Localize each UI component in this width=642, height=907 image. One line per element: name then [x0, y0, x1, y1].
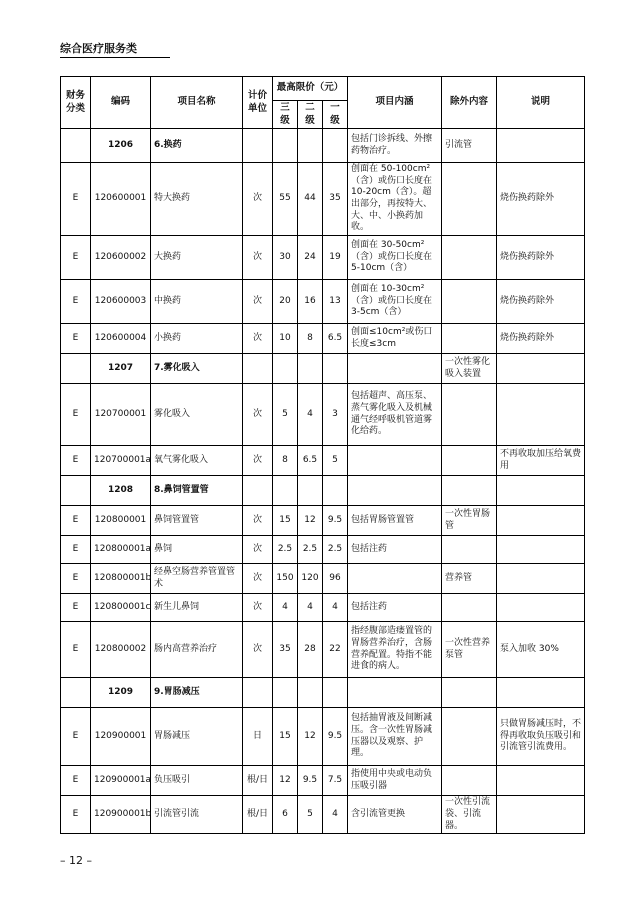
name-cell: 引流管引流	[151, 796, 243, 834]
name-cell: 新生儿鼻饲	[151, 594, 243, 622]
price2-cell: 5	[298, 796, 323, 834]
content-cell: 包括门诊拆线、外擦药物治疗。	[348, 129, 442, 163]
price3-cell: 15	[273, 708, 298, 766]
excluded-cell	[442, 708, 497, 766]
excluded-cell: 一次性引流袋、引流器。	[442, 796, 497, 834]
excluded-cell	[442, 766, 497, 796]
name-cell: 中换药	[151, 280, 243, 324]
excluded-cell	[442, 476, 497, 506]
price1-cell: 2.5	[323, 536, 348, 564]
content-cell: 创面≤10cm²或伤口长度≤3cm	[348, 324, 442, 354]
code-cell: 120800001b	[91, 564, 151, 594]
price3-cell: 4	[273, 594, 298, 622]
unit-cell: 次	[243, 506, 273, 536]
code-cell: 120800001c	[91, 594, 151, 622]
finance-cell: E	[61, 708, 91, 766]
price1-cell: 19	[323, 236, 348, 280]
content-cell: 创面在 50-100cm²（含）或伤口长度在 10-20cm（含）。超出部分，再按特大、大、中、小换药加收。	[348, 163, 442, 236]
table-row	[61, 622, 585, 678]
note-cell: 泵入加收 30%	[497, 622, 585, 678]
content-cell	[348, 678, 442, 708]
content-cell: 包括胃肠管置管	[348, 506, 442, 536]
price3-cell: 30	[273, 236, 298, 280]
unit-cell: 次	[243, 446, 273, 476]
price2-cell: 12	[298, 708, 323, 766]
section-row	[61, 678, 585, 708]
content-cell: 包括注药	[348, 594, 442, 622]
price3-cell: 5	[273, 384, 298, 446]
price1-cell	[323, 678, 348, 708]
code-cell: 120800002	[91, 622, 151, 678]
name-cell: 8.鼻饲管置管	[151, 476, 243, 506]
name-cell: 胃肠减压	[151, 708, 243, 766]
excluded-cell: 一次性营养泵管	[442, 622, 497, 678]
unit-cell: 次	[243, 163, 273, 236]
content-cell	[348, 564, 442, 594]
price3-cell: 12	[273, 766, 298, 796]
page-header: 综合医疗服务类	[60, 40, 170, 58]
price2-cell: 28	[298, 622, 323, 678]
price1-cell: 96	[323, 564, 348, 594]
note-cell: 只做胃肠减压时，不得再收取负压吸引和引流管引流费用。	[497, 708, 585, 766]
finance-cell: E	[61, 163, 91, 236]
finance-cell: E	[61, 766, 91, 796]
note-cell	[497, 766, 585, 796]
unit-cell: 根/日	[243, 796, 273, 834]
finance-cell: E	[61, 796, 91, 834]
unit-cell	[243, 678, 273, 708]
table-row	[61, 446, 585, 476]
excluded-cell	[442, 594, 497, 622]
col-price3: 三级	[273, 101, 298, 129]
price1-cell: 5	[323, 446, 348, 476]
name-cell: 鼻饲管置管	[151, 506, 243, 536]
unit-cell: 次	[243, 622, 273, 678]
finance-cell: E	[61, 384, 91, 446]
name-cell: 经鼻空肠营养管置管术	[151, 564, 243, 594]
code-cell: 120600004	[91, 324, 151, 354]
excluded-cell	[442, 446, 497, 476]
price3-cell: 150	[273, 564, 298, 594]
name-cell: 小换药	[151, 324, 243, 354]
price3-cell: 8	[273, 446, 298, 476]
price3-cell: 15	[273, 506, 298, 536]
name-cell: 大换药	[151, 236, 243, 280]
finance-cell: E	[61, 506, 91, 536]
content-cell: 包括超声、高压泵、蒸气雾化吸入及机械通气经呼吸机管道雾化给药。	[348, 384, 442, 446]
price1-cell: 7.5	[323, 766, 348, 796]
excluded-cell	[442, 236, 497, 280]
note-cell	[497, 536, 585, 564]
note-cell	[497, 506, 585, 536]
code-cell: 120700001	[91, 384, 151, 446]
note-cell	[497, 564, 585, 594]
note-cell: 烧伤换药除外	[497, 280, 585, 324]
finance-cell: E	[61, 536, 91, 564]
content-cell: 包括注药	[348, 536, 442, 564]
price3-cell	[273, 354, 298, 384]
pricing-table	[60, 76, 585, 834]
finance-cell	[61, 354, 91, 384]
note-cell	[497, 129, 585, 163]
table-row	[61, 708, 585, 766]
content-cell: 包括抽胃液及间断减压。含一次性胃肠减压器以及观察、护理。	[348, 708, 442, 766]
col-note: 说明	[497, 77, 585, 129]
table-row	[61, 594, 585, 622]
code-cell: 120600002	[91, 236, 151, 280]
unit-cell: 根/日	[243, 766, 273, 796]
table-row	[61, 163, 585, 236]
finance-cell	[61, 129, 91, 163]
unit-cell	[243, 476, 273, 506]
code-cell: 120800001a	[91, 536, 151, 564]
price3-cell: 10	[273, 324, 298, 354]
table-row	[61, 236, 585, 280]
price2-cell	[298, 129, 323, 163]
unit-cell: 次	[243, 536, 273, 564]
table-row	[61, 796, 585, 834]
price1-cell: 35	[323, 163, 348, 236]
code-cell: 120900001a	[91, 766, 151, 796]
price1-cell	[323, 354, 348, 384]
col-name: 项目名称	[151, 77, 243, 129]
name-cell: 7.雾化吸入	[151, 354, 243, 384]
content-cell: 含引流管更换	[348, 796, 442, 834]
table-row	[61, 280, 585, 324]
name-cell: 雾化吸入	[151, 384, 243, 446]
table-row	[61, 766, 585, 796]
excluded-cell: 一次性胃肠管	[442, 506, 497, 536]
code-cell: 120800001	[91, 506, 151, 536]
price2-cell	[298, 476, 323, 506]
table-row	[61, 384, 585, 446]
excluded-cell: 营养管	[442, 564, 497, 594]
price2-cell: 16	[298, 280, 323, 324]
unit-cell: 次	[243, 280, 273, 324]
note-cell	[497, 476, 585, 506]
col-excluded: 除外内容	[442, 77, 497, 129]
page-number: – 12 –	[60, 854, 92, 867]
price1-cell: 3	[323, 384, 348, 446]
finance-cell	[61, 476, 91, 506]
note-cell	[497, 796, 585, 834]
section-row	[61, 476, 585, 506]
col-content: 项目内涵	[348, 77, 442, 129]
price2-cell: 8	[298, 324, 323, 354]
price2-cell: 120	[298, 564, 323, 594]
price2-cell: 4	[298, 594, 323, 622]
price1-cell	[323, 476, 348, 506]
price2-cell: 44	[298, 163, 323, 236]
code-cell: 120700001a	[91, 446, 151, 476]
note-cell	[497, 594, 585, 622]
section-row	[61, 354, 585, 384]
finance-cell: E	[61, 280, 91, 324]
note-cell: 烧伤换药除外	[497, 324, 585, 354]
finance-cell: E	[61, 594, 91, 622]
note-cell	[497, 678, 585, 708]
finance-cell: E	[61, 236, 91, 280]
price3-cell: 2.5	[273, 536, 298, 564]
unit-cell: 次	[243, 594, 273, 622]
content-cell	[348, 354, 442, 384]
price2-cell	[298, 354, 323, 384]
note-cell	[497, 354, 585, 384]
table-row	[61, 536, 585, 564]
price3-cell: 6	[273, 796, 298, 834]
excluded-cell	[442, 280, 497, 324]
price1-cell: 13	[323, 280, 348, 324]
col-unit: 计价单位	[243, 77, 273, 129]
code-cell: 1209	[91, 678, 151, 708]
price2-cell: 2.5	[298, 536, 323, 564]
price3-cell: 55	[273, 163, 298, 236]
note-cell: 烧伤换药除外	[497, 236, 585, 280]
price3-cell	[273, 129, 298, 163]
price3-cell	[273, 678, 298, 708]
unit-cell: 次	[243, 324, 273, 354]
code-cell: 120900001	[91, 708, 151, 766]
price2-cell: 9.5	[298, 766, 323, 796]
name-cell: 特大换药	[151, 163, 243, 236]
content-cell	[348, 446, 442, 476]
code-cell: 1208	[91, 476, 151, 506]
name-cell: 9.胃肠减压	[151, 678, 243, 708]
price1-cell: 4	[323, 796, 348, 834]
code-cell: 120600001	[91, 163, 151, 236]
table-row	[61, 324, 585, 354]
finance-cell: E	[61, 564, 91, 594]
unit-cell: 次	[243, 236, 273, 280]
note-cell	[497, 384, 585, 446]
name-cell: 负压吸引	[151, 766, 243, 796]
section-row	[61, 129, 585, 163]
price2-cell: 6.5	[298, 446, 323, 476]
name-cell: 肠内高营养治疗	[151, 622, 243, 678]
content-cell	[348, 476, 442, 506]
price2-cell: 4	[298, 384, 323, 446]
price3-cell: 20	[273, 280, 298, 324]
price1-cell: 4	[323, 594, 348, 622]
unit-cell	[243, 354, 273, 384]
note-cell: 不再收取加压给氧费用	[497, 446, 585, 476]
finance-cell: E	[61, 446, 91, 476]
price1-cell: 9.5	[323, 506, 348, 536]
content-cell: 指经腹部造瘘置管的胃肠营养治疗，含肠营养配置。特指不能进食的病人。	[348, 622, 442, 678]
name-cell: 氧气雾化吸入	[151, 446, 243, 476]
price1-cell	[323, 129, 348, 163]
content-cell: 指使用中央或电动负压吸引器	[348, 766, 442, 796]
unit-cell: 次	[243, 564, 273, 594]
col-price2: 二级	[298, 101, 323, 129]
excluded-cell	[442, 324, 497, 354]
code-cell: 1206	[91, 129, 151, 163]
excluded-cell	[442, 678, 497, 708]
unit-cell: 次	[243, 384, 273, 446]
excluded-cell: 引流管	[442, 129, 497, 163]
finance-cell: E	[61, 324, 91, 354]
price1-cell: 6.5	[323, 324, 348, 354]
excluded-cell	[442, 163, 497, 236]
name-cell: 6.换药	[151, 129, 243, 163]
price3-cell	[273, 476, 298, 506]
content-cell: 创面在 30-50cm²（含）或伤口长度在 5-10cm（含）	[348, 236, 442, 280]
price2-cell: 24	[298, 236, 323, 280]
code-cell: 1207	[91, 354, 151, 384]
name-cell: 鼻饲	[151, 536, 243, 564]
col-finance: 财务分类	[61, 77, 91, 129]
price2-cell	[298, 678, 323, 708]
code-cell: 120600003	[91, 280, 151, 324]
excluded-cell	[442, 536, 497, 564]
note-cell: 烧伤换药除外	[497, 163, 585, 236]
price1-cell: 9.5	[323, 708, 348, 766]
price3-cell: 35	[273, 622, 298, 678]
table-row	[61, 506, 585, 536]
code-cell: 120900001b	[91, 796, 151, 834]
excluded-cell	[442, 384, 497, 446]
unit-cell	[243, 129, 273, 163]
finance-cell: E	[61, 622, 91, 678]
finance-cell	[61, 678, 91, 708]
col-price-group: 最高限价（元）	[273, 77, 348, 101]
excluded-cell: 一次性雾化吸入装置	[442, 354, 497, 384]
price2-cell: 12	[298, 506, 323, 536]
table-row	[61, 564, 585, 594]
col-code: 编码	[91, 77, 151, 129]
content-cell: 创面在 10-30cm²（含）或伤口长度在 3-5cm（含）	[348, 280, 442, 324]
col-price1: 一级	[323, 101, 348, 129]
unit-cell: 日	[243, 708, 273, 766]
price1-cell: 22	[323, 622, 348, 678]
